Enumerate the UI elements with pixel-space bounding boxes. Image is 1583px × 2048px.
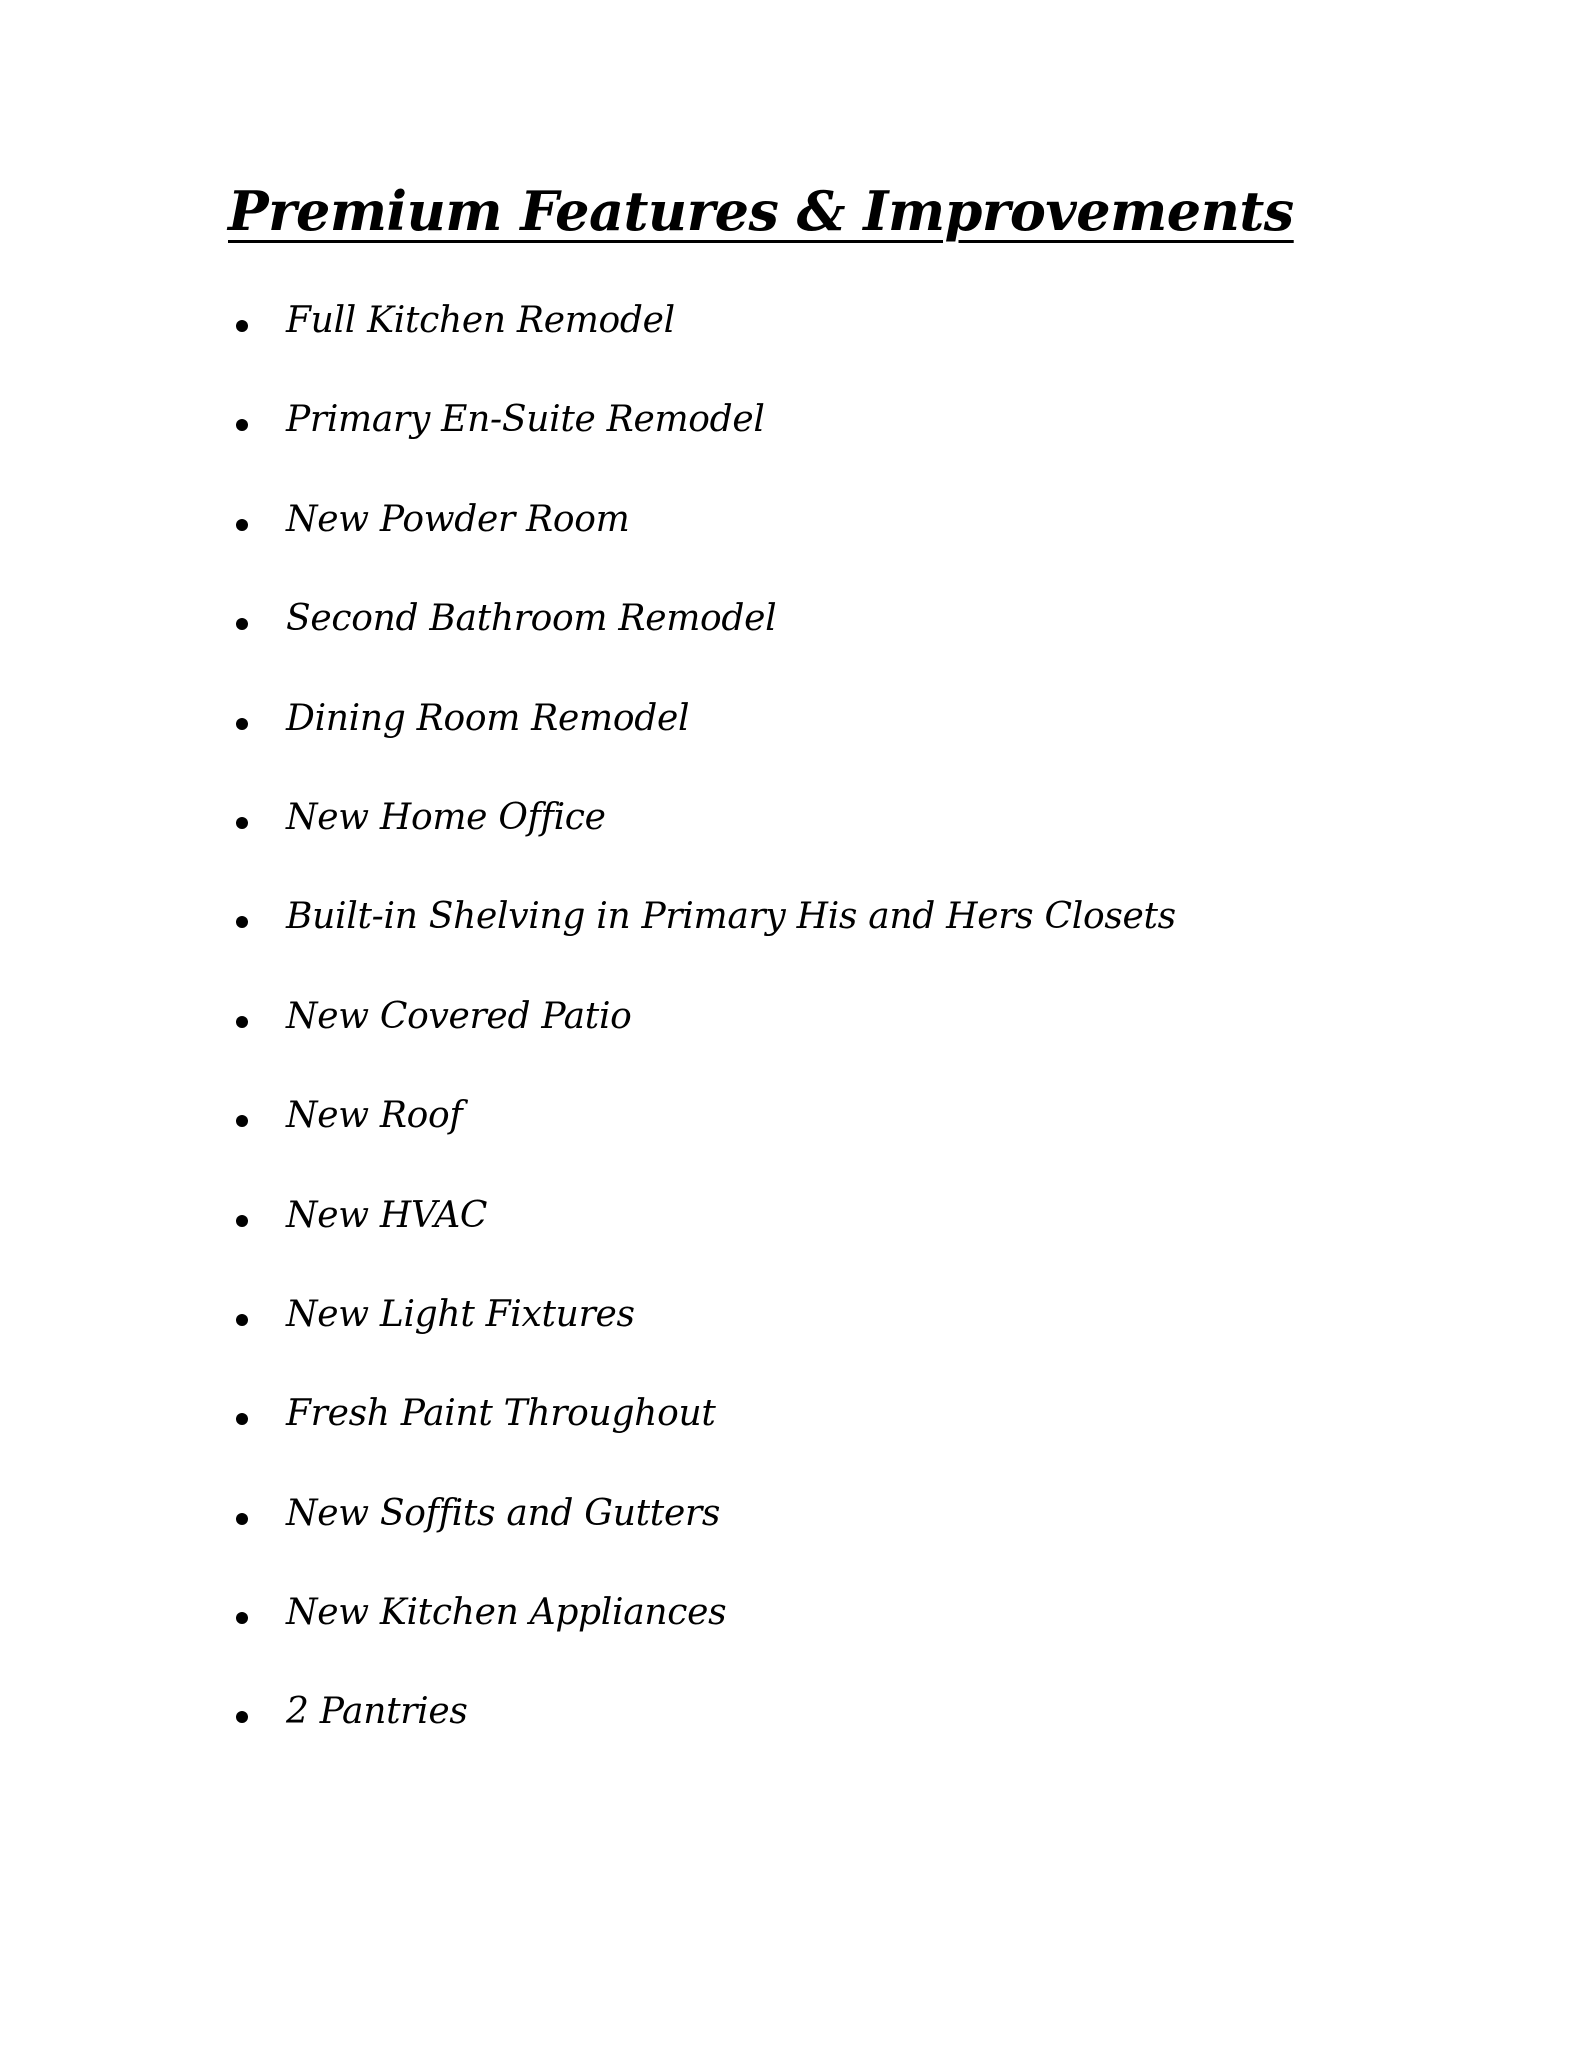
list-item — [228, 986, 1176, 1085]
feature-text: Fresh Paint Throughout — [286, 1393, 716, 1435]
bullet-icon — [236, 519, 248, 531]
feature-text: New Covered Patio — [286, 995, 632, 1037]
list-item — [228, 1284, 1176, 1383]
list-item — [228, 886, 1176, 985]
bullet-icon — [236, 1314, 248, 1326]
list-item — [228, 389, 1176, 488]
bullet-icon — [236, 1711, 248, 1723]
feature-text: Built-in Shelving in Primary His and Hers Closets — [286, 896, 1176, 938]
list-item — [228, 688, 1176, 787]
feature-text: New HVAC — [286, 1194, 488, 1236]
feature-text: New Powder Room — [286, 498, 630, 540]
list-item — [228, 1681, 1176, 1780]
bullet-icon — [236, 1413, 248, 1425]
bullet-icon — [236, 618, 248, 630]
feature-text: Dining Room Remodel — [286, 697, 690, 739]
feature-text: New Soffits and Gutters — [286, 1492, 721, 1534]
bullet-icon — [236, 419, 248, 431]
list-item — [228, 290, 1176, 389]
bullet-icon — [236, 1215, 248, 1227]
list-item — [228, 1085, 1176, 1184]
feature-text: New Light Fixtures — [286, 1293, 635, 1335]
list-item — [228, 1483, 1176, 1582]
list-item — [228, 1185, 1176, 1284]
feature-text: Second Bathroom Remodel — [286, 598, 777, 640]
feature-text: Primary En-Suite Remodel — [286, 399, 765, 441]
list-item — [228, 489, 1176, 588]
feature-text: 2 Pantries — [286, 1691, 468, 1733]
bullet-icon — [236, 718, 248, 730]
page-title: Premium Features & Improvements — [228, 179, 1294, 243]
list-item — [228, 1383, 1176, 1482]
bullet-icon — [236, 1513, 248, 1525]
feature-list — [228, 290, 1176, 1781]
list-item — [228, 1582, 1176, 1681]
feature-text: New Home Office — [286, 796, 606, 838]
bullet-icon — [236, 320, 248, 332]
feature-text: New Kitchen Appliances — [286, 1592, 727, 1634]
bullet-icon — [236, 1115, 248, 1127]
list-item — [228, 588, 1176, 687]
feature-text: New Roof — [286, 1095, 463, 1137]
bullet-icon — [236, 1016, 248, 1028]
bullet-icon — [236, 817, 248, 829]
bullet-icon — [236, 1612, 248, 1624]
list-item — [228, 787, 1176, 886]
feature-text: Full Kitchen Remodel — [286, 300, 675, 341]
bullet-icon — [236, 916, 248, 928]
